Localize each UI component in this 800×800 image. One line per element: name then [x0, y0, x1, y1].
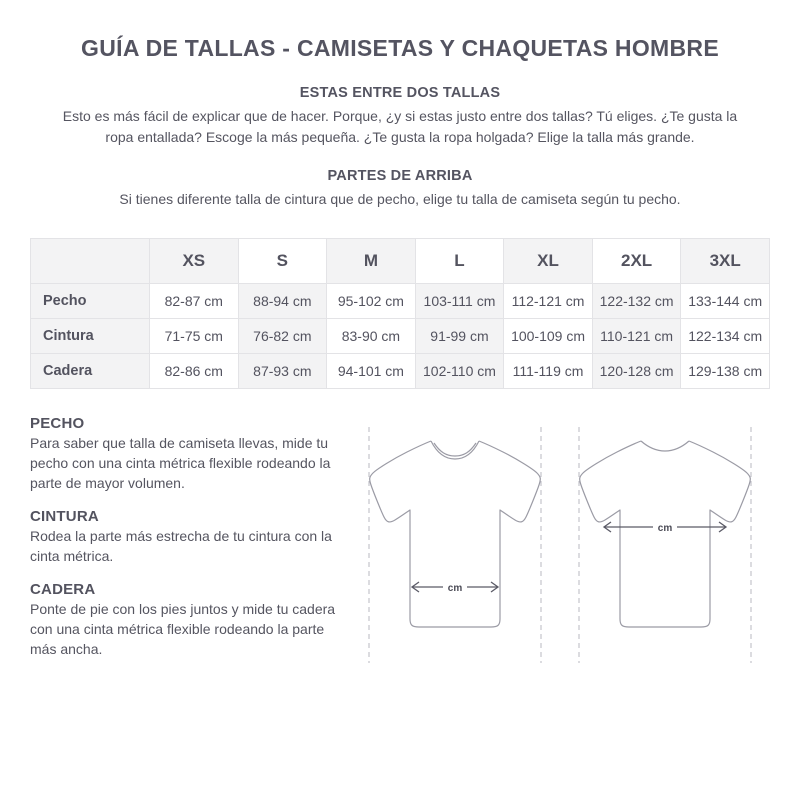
- instruction-body-cadera: Ponte de pie con los pies juntos y mide tu cadera con una cinta métrica flexible rodeando la parte más ancha.: [30, 600, 336, 657]
- section-heading: ESTAS ENTRE DOS TALLAS: [299, 85, 501, 102]
- cell-cadera-xl: 111-119 cm: [504, 354, 593, 389]
- cell-cadera-m: 94-101 cm: [327, 354, 416, 389]
- cell-pecho-xl: 112-121 cm: [504, 284, 593, 319]
- size-table-body: [31, 284, 770, 389]
- cell-pecho-xs: 82-87 cm: [150, 284, 239, 319]
- table-row: [31, 284, 770, 319]
- section-two-sizes: [30, 85, 770, 148]
- size-table: [30, 238, 770, 389]
- cell-cintura-m: 83-90 cm: [327, 319, 416, 354]
- cell-cadera-2xl: 120-128 cm: [592, 354, 681, 389]
- tshirt-front-icon: [355, 419, 555, 669]
- cell-cadera-l: 102-110 cm: [415, 354, 504, 389]
- cell-cadera-s: 87-93 cm: [238, 354, 327, 389]
- row-label-cadera: Cadera: [31, 354, 150, 389]
- cell-cintura-l: 91-99 cm: [415, 319, 504, 354]
- table-header-xs: XS: [150, 239, 239, 284]
- cell-cadera-3xl: 129-138 cm: [681, 354, 770, 389]
- table-row: [31, 354, 770, 389]
- cell-cintura-3xl: 122-134 cm: [681, 319, 770, 354]
- instruction-body-pecho: Para saber que talla de camiseta llevas, mide tu pecho con una cinta métrica flexible rodeando la parte de mayor volumen.: [30, 435, 331, 492]
- size-table-head: [31, 239, 770, 284]
- table-header-2xl: 2XL: [592, 239, 681, 284]
- instruction-heading-cadera: CADERA: [30, 580, 96, 598]
- cell-pecho-l: 103-111 cm: [415, 284, 504, 319]
- section-heading: PARTES DE ARRIBA: [327, 168, 473, 185]
- cell-pecho-m: 95-102 cm: [327, 284, 416, 319]
- back-measure-label: cm: [657, 523, 673, 535]
- row-label-cintura: Cintura: [31, 319, 150, 354]
- cell-cintura-2xl: 110-121 cm: [592, 319, 681, 354]
- section-body: Si tienes diferente talla de cintura que de pecho, elige tu talla de camiseta según tu pecho.: [119, 191, 681, 208]
- section-body: Esto es más fácil de explicar que de hacer. Porque, ¿y si estas justo entre dos tallas? Tú eliges. ¿Te gusta la ropa entallada? Escoge la más pequeña. ¿Te gusta la ropa holgada? Elige la talla más grande.: [62, 108, 738, 146]
- row-label-pecho: Pecho: [31, 284, 150, 319]
- cell-cintura-xl: 100-109 cm: [504, 319, 593, 354]
- instruction-heading-cintura: CINTURA: [30, 508, 99, 526]
- table-row: [31, 319, 770, 354]
- tshirt-back-figure: [565, 419, 765, 669]
- instruction-heading-pecho: PECHO: [30, 415, 85, 433]
- section-upper-body: [30, 168, 770, 210]
- cell-pecho-s: 88-94 cm: [238, 284, 327, 319]
- tshirt-front-figure: [355, 419, 555, 669]
- table-header-l: L: [415, 239, 504, 284]
- table-header-s: S: [238, 239, 327, 284]
- bottom-area: [30, 415, 770, 673]
- instruction-body-cintura: Rodea la parte más estrecha de tu cintura con la cinta métrica.: [30, 528, 332, 564]
- size-table-wrapper: [30, 238, 770, 389]
- page-title: GUÍA DE TALLAS - CAMISETAS Y CHAQUETAS HOMBRE: [81, 35, 719, 61]
- table-header-m: M: [327, 239, 416, 284]
- cell-cadera-xs: 82-86 cm: [150, 354, 239, 389]
- table-header-row: [31, 239, 770, 284]
- tshirt-back-icon: [565, 419, 765, 669]
- cell-cintura-xs: 71-75 cm: [150, 319, 239, 354]
- cell-pecho-3xl: 133-144 cm: [681, 284, 770, 319]
- cell-cintura-s: 76-82 cm: [238, 319, 327, 354]
- table-header-corner: [31, 239, 150, 284]
- table-header-xl: XL: [504, 239, 593, 284]
- measuring-instructions: [30, 415, 350, 673]
- cell-pecho-2xl: 122-132 cm: [592, 284, 681, 319]
- front-measure-label: cm: [447, 583, 463, 595]
- tshirt-diagrams: [350, 415, 770, 673]
- table-header-3xl: 3XL: [681, 239, 770, 284]
